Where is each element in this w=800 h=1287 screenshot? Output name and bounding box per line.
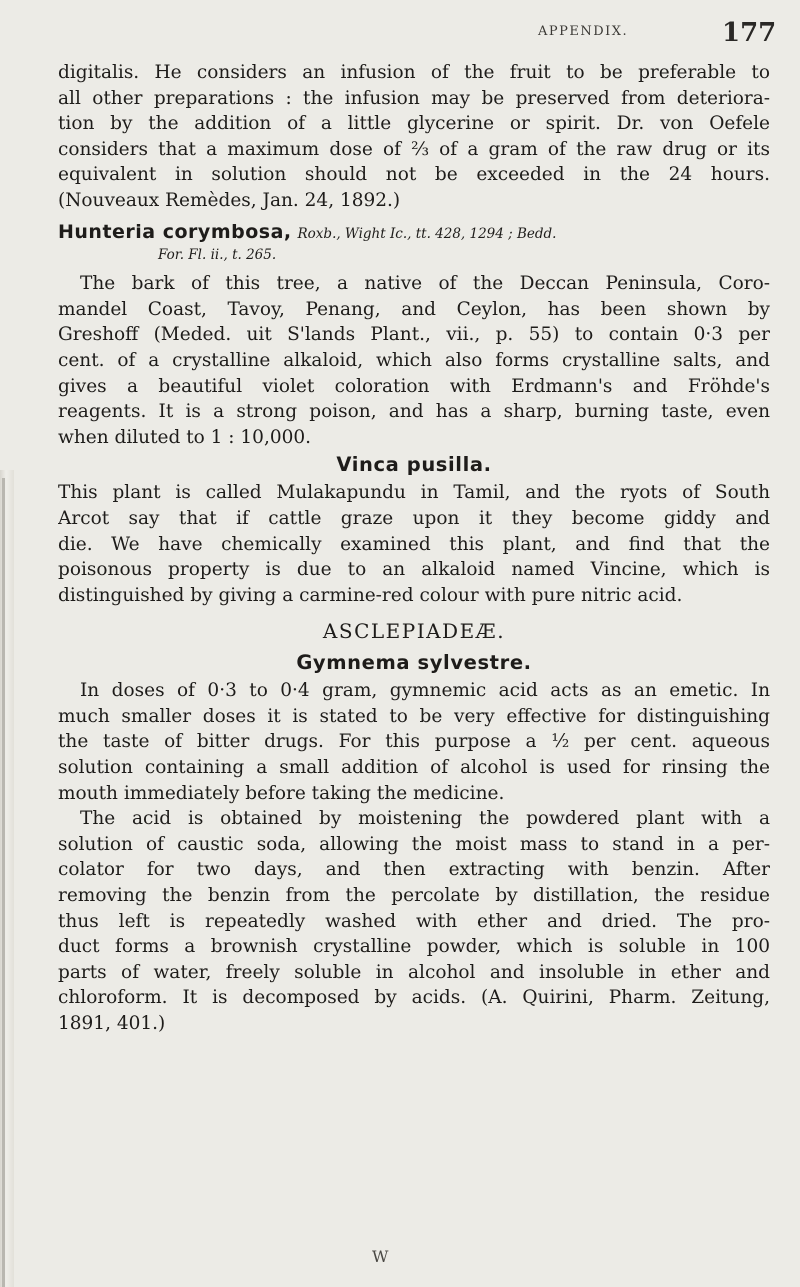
page-number: 177 xyxy=(722,18,777,48)
text-line: In doses of 0·3 to 0·4 gram, gymnemic acid acts as an emetic. In xyxy=(80,680,770,702)
text-line: die. We have chemically examined this plant, and find that the xyxy=(58,533,770,555)
species-heading-line xyxy=(58,220,770,246)
text-line: mouth immediately before taking the medicine. xyxy=(58,782,505,804)
text-line: Arcot say that if cattle graze upon it they become giddy and xyxy=(58,507,770,529)
page-body xyxy=(58,60,770,1037)
text-line: chloroform. It is decomposed by acids. (A. Quirini, Pharm. Zeitung, xyxy=(58,987,770,1009)
text-line: all other preparations : the infusion may be preserved from deteriora- xyxy=(58,87,770,109)
species-heading: Vinca pusilla. xyxy=(336,453,492,477)
text-line: mandel Coast, Tavoy, Penang, and Ceylon, has been shown by xyxy=(58,298,770,320)
entry-hunteria xyxy=(58,220,770,451)
text-line: much smaller doses it is stated to be very effective for distinguishing xyxy=(58,705,770,727)
text-line: Greshoff (Meded. uit S'lands Plant., vii., p. 55) to contain 0·3 per xyxy=(58,324,770,346)
species-name: Hunteria corymbosa, xyxy=(58,220,292,243)
paragraph-digitalis xyxy=(58,60,770,214)
species-heading: Gymnema sylvestre. xyxy=(296,651,532,675)
text-line: considers that a maximum dose of ⅔ of a gram of the raw drug or its xyxy=(58,138,770,160)
text-line: distinguished by giving a carmine-red colour with pure nitric acid. xyxy=(58,584,683,606)
section-heading: ASCLEPIADEÆ. xyxy=(322,619,506,644)
text-line: when diluted to 1 : 10,000. xyxy=(58,426,312,448)
text-line: thus left is repeatedly washed with ether and dried. The pro- xyxy=(58,910,770,932)
entry-vinca xyxy=(58,450,770,608)
binding-line xyxy=(2,478,5,1287)
text-line: The bark of this tree, a native of the Deccan Peninsula, Coro- xyxy=(80,273,770,295)
running-title: APPENDIX. xyxy=(538,24,629,39)
text-line: equivalent in solution should not be exceeded in the 24 hours. xyxy=(58,164,770,186)
entry-gymnema xyxy=(58,648,770,1036)
species-reference: Roxb., Wight Ic., tt. 428, 1294 ; Bedd. xyxy=(297,225,557,242)
text-line: cent. of a crystalline alkaloid, which also forms crystalline salts, and xyxy=(58,349,770,371)
running-head xyxy=(0,20,800,54)
text-line: duct forms a brownish crystalline powder, which is soluble in 100 xyxy=(58,936,770,958)
citation-line: (Nouveaux Remèdes, Jan. 24, 1892.) xyxy=(58,189,401,211)
text-line: reagents. It is a strong poison, and has a sharp, burning taste, even xyxy=(58,401,770,423)
text-line: The acid is obtained by moistening the powdered plant with a xyxy=(80,808,770,830)
text-line: solution containing a small addition of alcohol is used for rinsing the xyxy=(58,757,770,779)
species-reference-cont: For. Fl. ii., t. 265. xyxy=(158,247,277,264)
text-line: poisonous property is due to an alkaloid named Vincine, which is xyxy=(58,559,770,581)
text-line: the taste of bitter drugs. For this purpose a ½ per cent. aqueous xyxy=(58,731,770,753)
text-line: removing the benzin from the percolate by distillation, the residue xyxy=(58,885,770,907)
text-line: This plant is called Mulakapundu in Tamil, and the ryots of South xyxy=(58,482,770,504)
text-line: parts of water, freely soluble in alcohol and insoluble in ether and xyxy=(58,961,770,983)
text-line: colator for two days, and then extracting with benzin. After xyxy=(58,859,770,881)
signature-mark: W xyxy=(372,1247,389,1266)
text-line: digitalis. He considers an infusion of the fruit to be preferable to xyxy=(58,62,770,83)
text-line: tion by the addition of a little glycerine or spirit. Dr. von Oefele xyxy=(58,113,770,135)
text-line: solution of caustic soda, allowing the moist mass to stand in a per- xyxy=(58,833,770,855)
text-line: gives a beautiful violet coloration with Erdmann's and Fröhde's xyxy=(58,375,770,397)
text-line: 1891, 401.) xyxy=(58,1013,166,1034)
